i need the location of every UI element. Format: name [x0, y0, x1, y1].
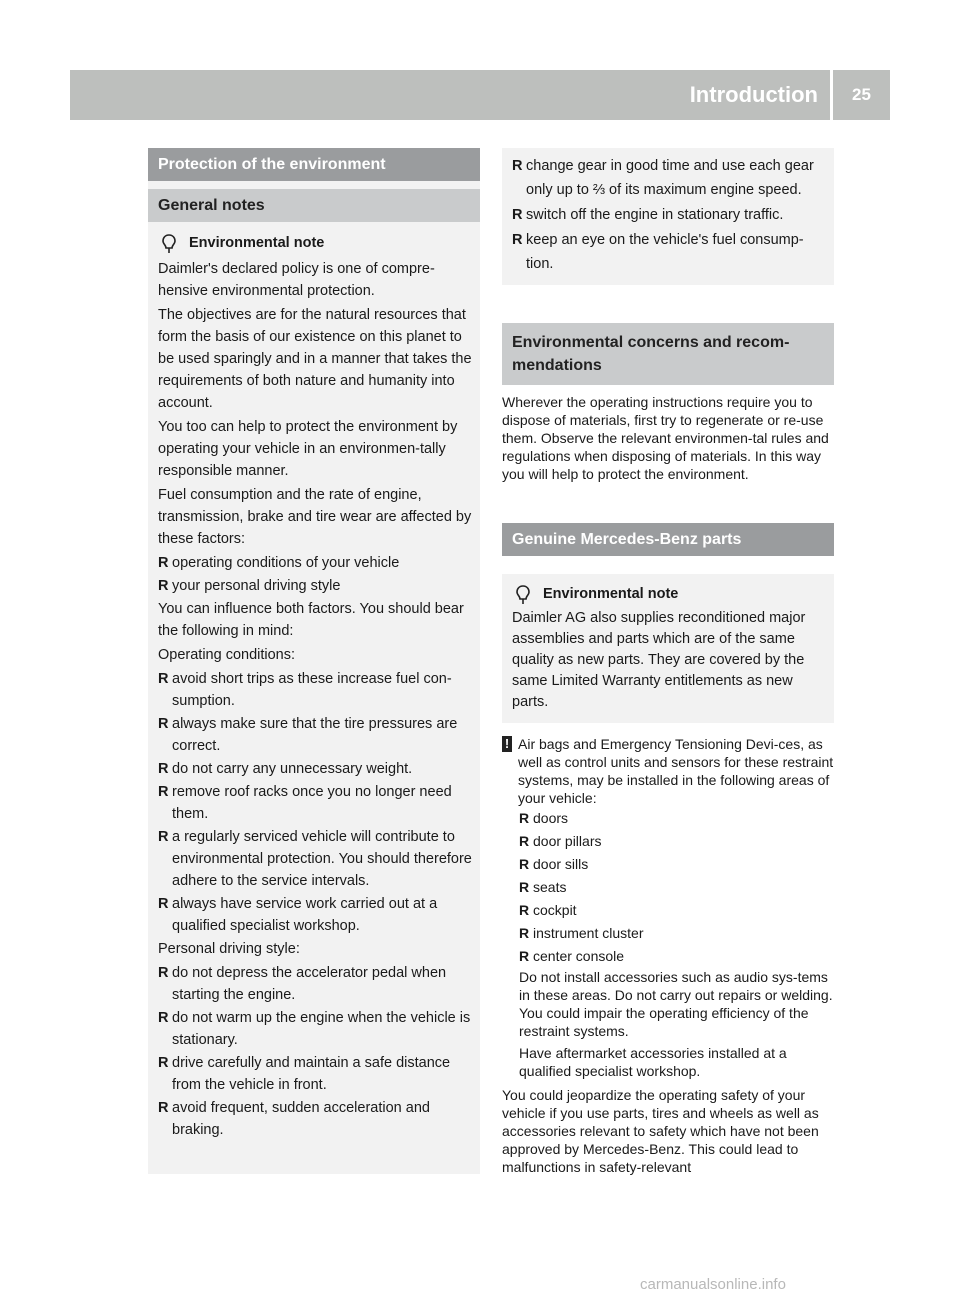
list-item-text: door sills [533, 856, 589, 872]
driving-style-label: Personal driving style: [158, 941, 300, 957]
operating-conditions-label: Operating conditions: [158, 647, 296, 663]
paragraph: Daimler's declared policy is one of compre-hensive environmental protection. [158, 261, 435, 299]
bullet-mark: R [519, 925, 530, 941]
bullet-mark: R [158, 671, 169, 687]
list-item [158, 758, 472, 780]
environmental-note-label: Environmental note [189, 235, 325, 251]
list-item [519, 853, 834, 875]
list-item [512, 228, 826, 276]
list-item [519, 807, 834, 829]
list-item-text: do not warm up the engine when the vehicle is stationary. [172, 1010, 471, 1048]
list-item [519, 945, 834, 967]
parts-note-text: Daimler AG also supplies reconditioned major assemblies and parts which are of the same quality as new parts. They are covered by the same Limited Warranty entitlements as new parts. [512, 610, 806, 710]
list-item [158, 713, 472, 757]
bullet-mark: R [158, 578, 169, 594]
left-column [148, 148, 480, 1174]
warning-icon: ! [502, 736, 512, 752]
bullet-mark: R [158, 965, 169, 981]
parts-note-box [502, 574, 834, 723]
environment-note-icon [158, 232, 180, 254]
bullet-mark: R [158, 555, 169, 571]
general-notes-panel [148, 232, 480, 1150]
page-title: Introduction [689, 82, 818, 107]
bullet-mark: R [158, 1100, 169, 1116]
list-item [519, 830, 834, 852]
bullet-mark: R [519, 810, 530, 826]
subsection-title-general-notes: General notes [148, 189, 480, 222]
page-number: 25 [852, 85, 871, 104]
section-title-genuine-parts: Genuine Mercedes-Benz parts [502, 523, 834, 556]
list-item-text: center console [533, 948, 625, 964]
bullet-mark: R [158, 761, 169, 777]
bullet-mark: R [519, 833, 530, 849]
list-item-text: instrument cluster [533, 925, 644, 941]
list-item [158, 781, 472, 825]
list-item [158, 962, 472, 1006]
bullet-mark: R [512, 207, 523, 223]
bullet-mark: R [158, 784, 169, 800]
list-item-text: change gear in good time and use each gear only up to ⅔ of its maximum engine speed. [526, 158, 814, 198]
list-item-text: operating conditions of your vehicle [172, 555, 400, 571]
parts-note-heading [512, 582, 826, 606]
list-item [158, 1007, 472, 1051]
list-item [519, 876, 834, 898]
list-item-text: do not carry any unnecessary weight. [172, 761, 413, 777]
warning-text: Air bags and Emergency Tensioning Devi-ces, as well as control units and sensors for these restraint systems, may be installed in the following areas of your vehicle: [518, 736, 834, 806]
bullet-mark: R [158, 1010, 169, 1026]
list-item [158, 552, 472, 574]
list-item [519, 899, 834, 921]
paragraph: You can influence both factors. You should bear the following in mind: [158, 601, 464, 639]
list-item [158, 1097, 472, 1141]
bullet-mark: R [519, 879, 530, 895]
list-item [158, 575, 472, 597]
list-item-text: a regularly serviced vehicle will contribute to environmental protection. You should therefore adhere to the service intervals. [172, 829, 472, 889]
bullet-mark: R [158, 896, 169, 912]
bullet-mark: R [519, 902, 530, 918]
closing-paragraph: You could jeopardize the operating safety of your vehicle if you use parts, tires and wheels as well as accessories relevant to safety which have not been approved by Mercedes-Benz. This could lead to malfunctions in safety-relevant [502, 1087, 819, 1175]
list-item [158, 1052, 472, 1096]
list-item-text: keep an eye on the vehicle's fuel consump-tion. [526, 232, 804, 272]
environmental-note-heading [158, 232, 472, 254]
bullet-mark: R [519, 856, 530, 872]
list-item [512, 154, 826, 202]
section-title-environmental-concerns: Environmental concerns and recom-mendations [502, 323, 834, 385]
concerns-paragraph: Wherever the operating instructions require you to dispose of materials, first try to regenerate or re-use them. Observe the relevant environmen-tal rules and regulations when disposing of materials. In this way you will help to protect the environment. [502, 394, 829, 482]
continued-list-box [502, 148, 834, 285]
warning-block [502, 735, 834, 807]
parts-note-label: Environmental note [543, 586, 679, 602]
list-item-text: door pillars [533, 833, 602, 849]
list-item-text: switch off the engine in stationary traffic. [526, 207, 784, 223]
list-item-text: seats [533, 879, 567, 895]
warning-text-3: Have aftermarket accessories installed at a qualified specialist workshop. [519, 1045, 787, 1079]
list-item-text: always make sure that the tire pressures are correct. [172, 716, 458, 754]
bullet-mark: R [158, 829, 169, 845]
list-item [519, 922, 834, 944]
section-title-environment: Protection of the environment [148, 148, 480, 181]
bullet-mark: R [158, 1055, 169, 1071]
list-item [158, 826, 472, 892]
list-item-text: always have service work carried out at a qualified specialist workshop. [172, 896, 438, 934]
list-item [158, 893, 472, 937]
bullet-mark: R [512, 158, 523, 174]
header-bar [70, 70, 890, 120]
bullet-mark: R [512, 232, 523, 248]
restraint-areas-list [502, 807, 834, 967]
list-item [512, 203, 826, 227]
paragraph: Fuel consumption and the rate of engine, transmission, brake and tire wear are affected by these factors: [158, 487, 472, 547]
watermark: carmanualsonline.info [640, 1276, 786, 1293]
right-column [502, 148, 834, 1178]
paragraph: The objectives are for the natural resources that form the basis of our existence on this planet to be used sparingly and in a manner that takes the requirements of both nature and humanity into account. [158, 307, 472, 411]
environment-note-icon [512, 583, 534, 605]
warning-text-2: Do not install accessories such as audio sys-tems in these areas. Do not carry out repairs or welding. You could impair the operating efficiency of the restraint systems. [519, 969, 833, 1039]
list-item-text: do not depress the accelerator pedal when starting the engine. [172, 965, 447, 1003]
list-item-text: drive carefully and maintain a safe distance from the vehicle in front. [172, 1055, 451, 1093]
bullet-mark: R [158, 716, 169, 732]
list-item-text: remove roof racks once you no longer need them. [172, 784, 452, 822]
list-item-text: your personal driving style [172, 578, 341, 594]
list-item-text: cockpit [533, 902, 577, 918]
list-item [158, 668, 472, 712]
bullet-mark: R [519, 948, 530, 964]
list-item-text: avoid frequent, sudden acceleration and braking. [172, 1100, 430, 1138]
list-item-text: doors [533, 810, 569, 826]
paragraph: You too can help to protect the environment by operating your vehicle in an environmen-tally responsible manner. [158, 419, 458, 479]
list-item-text: avoid short trips as these increase fuel con-sumption. [172, 671, 452, 709]
